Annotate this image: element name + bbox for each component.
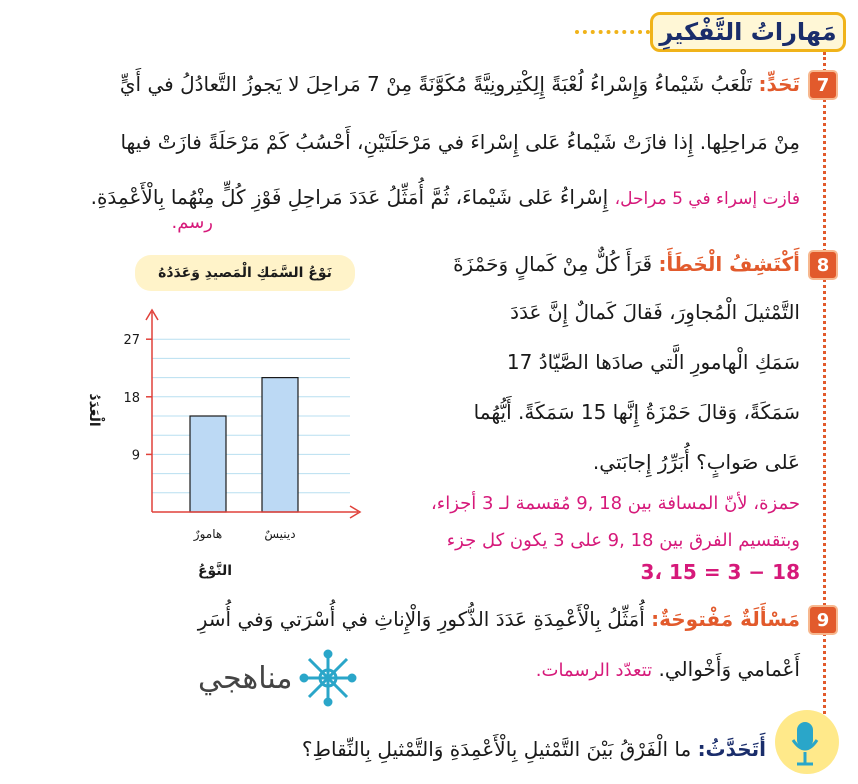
- question-9-line-1: [198, 605, 800, 633]
- question-8-badge: [808, 250, 838, 280]
- question-7-line-1: [120, 70, 800, 98]
- bar-0: [190, 416, 226, 512]
- bar-1: [262, 378, 298, 512]
- question-9-text-1: أُمَثِّلُ بِالْأَعْمِدَةِ عَدَدَ الذُّكورِ وَالْإِناثِ في أُسْرَتي وَفي أُسَرِ: [197, 607, 645, 631]
- y-tick-label: 27: [123, 333, 140, 349]
- chart-title: [135, 255, 355, 291]
- question-7-keyword: تَحَدٍّ:: [758, 72, 800, 96]
- bar-chart: [60, 300, 370, 590]
- speak-keyword: أَتَحَدَّثُ:: [697, 737, 766, 761]
- question-9-number: 9: [816, 609, 830, 631]
- question-7-badge: [808, 70, 838, 100]
- question-9-answer: تتعدّد الرسمات.: [535, 660, 653, 681]
- question-8-answer-3: 18 − 3 = 15 ،3: [640, 560, 800, 584]
- question-7-text-1: تَلْعَبُ شَيْماءُ وَإِسْراءُ لُعْبَةً إِلِكْتِرونِيَّةً مُكَوَّنَةً مِنْ 7 مَراحِلَ لا يَجوزُ التَّعادُلُ في أَيٍّ: [119, 72, 753, 96]
- microphone-icon: [775, 710, 839, 774]
- section-title: [650, 12, 846, 52]
- question-7-line-3: [91, 183, 800, 213]
- x-tick-label: دينيسٌ: [264, 527, 296, 541]
- question-8-line-3: سَمَكِ الْهامورِ الَّتي صادَها الصَّيّادُ 17: [506, 350, 800, 374]
- question-9-line-2: [536, 655, 800, 685]
- logo-snowflake-icon: [298, 648, 358, 708]
- chart-grid: [152, 339, 350, 493]
- y-tick-labels: [123, 333, 152, 463]
- question-9-badge: [808, 605, 838, 635]
- question-8-line-5: عَلى صَوابٍ؟ أُبَرِّرُ إِجابَتي.: [592, 450, 800, 474]
- y-tick-label: 18: [123, 390, 140, 406]
- question-8-number: 8: [816, 254, 830, 276]
- logo-text: مناهجي: [198, 660, 293, 696]
- chart-bars: [190, 378, 298, 512]
- question-9-text-2: أَعْمامي وَأَخْوالي.: [658, 657, 800, 681]
- chart-title-text: نَوْعُ السَّمَكِ الْمَصيدِ وَعَدَدُهُ: [158, 265, 332, 281]
- section-title-text: مَهاراتُ التَّفْكيرِ: [659, 18, 837, 46]
- question-8-line-4: سَمَكَةً، وَقالَ حَمْزَةُ إِنَّها 15 سَمَكَةً. أَيُّهُما: [473, 400, 800, 424]
- question-8-line-1: [453, 250, 800, 278]
- question-7-number: 7: [816, 74, 830, 96]
- question-7-answer-1: فازت إسراء في 5 مراحل،: [614, 189, 800, 209]
- header-dotted-line: [575, 30, 650, 34]
- question-9-keyword: مَسْأَلَةٌ مَفْتوحَةٌ:: [651, 607, 800, 631]
- manahej-logo: [198, 648, 358, 708]
- question-8-answer-2: وبتقسيم الفرق بين 18 ,9 على 3 يكون كل جزء: [446, 530, 800, 551]
- speak-line: [302, 735, 766, 763]
- question-8-line-2: التَّمْثيلَ الْمُجاوِرَ، فَقالَ كَمالٌ إِنَّ عَدَدَ: [510, 300, 800, 324]
- question-7-text-3: إِسْراءُ عَلى شَيْماءَ، ثُمَّ أُمَثِّلُ عَدَدَ مَراحِلِ فَوْزِ كُلٍّ مِنْهُما بِالْأَعْمِدَةِ.: [90, 185, 609, 209]
- x-tick-label: هامورٌ: [193, 527, 223, 541]
- question-8-text-1: قَرَأَ كُلٌّ مِنْ كَمالٍ وَحَمْزَةَ: [453, 252, 653, 276]
- x-tick-labels: [193, 527, 296, 542]
- question-7-answer-2: رسم.: [171, 212, 213, 233]
- question-8-answer-1: حمزة، لأنّ المسافة بين 18 ,9 مُقسمة لـ 3 أجزاء،: [430, 493, 800, 514]
- question-8-keyword: أَكْتَشِفُ الْخَطَأَ:: [658, 252, 800, 276]
- y-axis-label: الْعَدَدُ: [86, 393, 102, 427]
- y-tick-label: 9: [131, 448, 140, 464]
- x-axis-label: النَّوْعُ: [197, 563, 233, 579]
- question-7-line-2: مِنْ مَراحِلِها. إِذا فازَتْ شَيْماءُ عَلى إِسْراءَ في مَرْحَلَتَيْنِ، أَحْسُبُ كَمْ مَرْحَلَةً فازَتْ فيها: [120, 130, 800, 154]
- speak-text: ما الْفَرْقُ بَيْنَ التَّمْثيلِ بِالْأَعْمِدَةِ وَالتَّمْثيلِ بِالنِّقاطِ؟: [301, 737, 692, 761]
